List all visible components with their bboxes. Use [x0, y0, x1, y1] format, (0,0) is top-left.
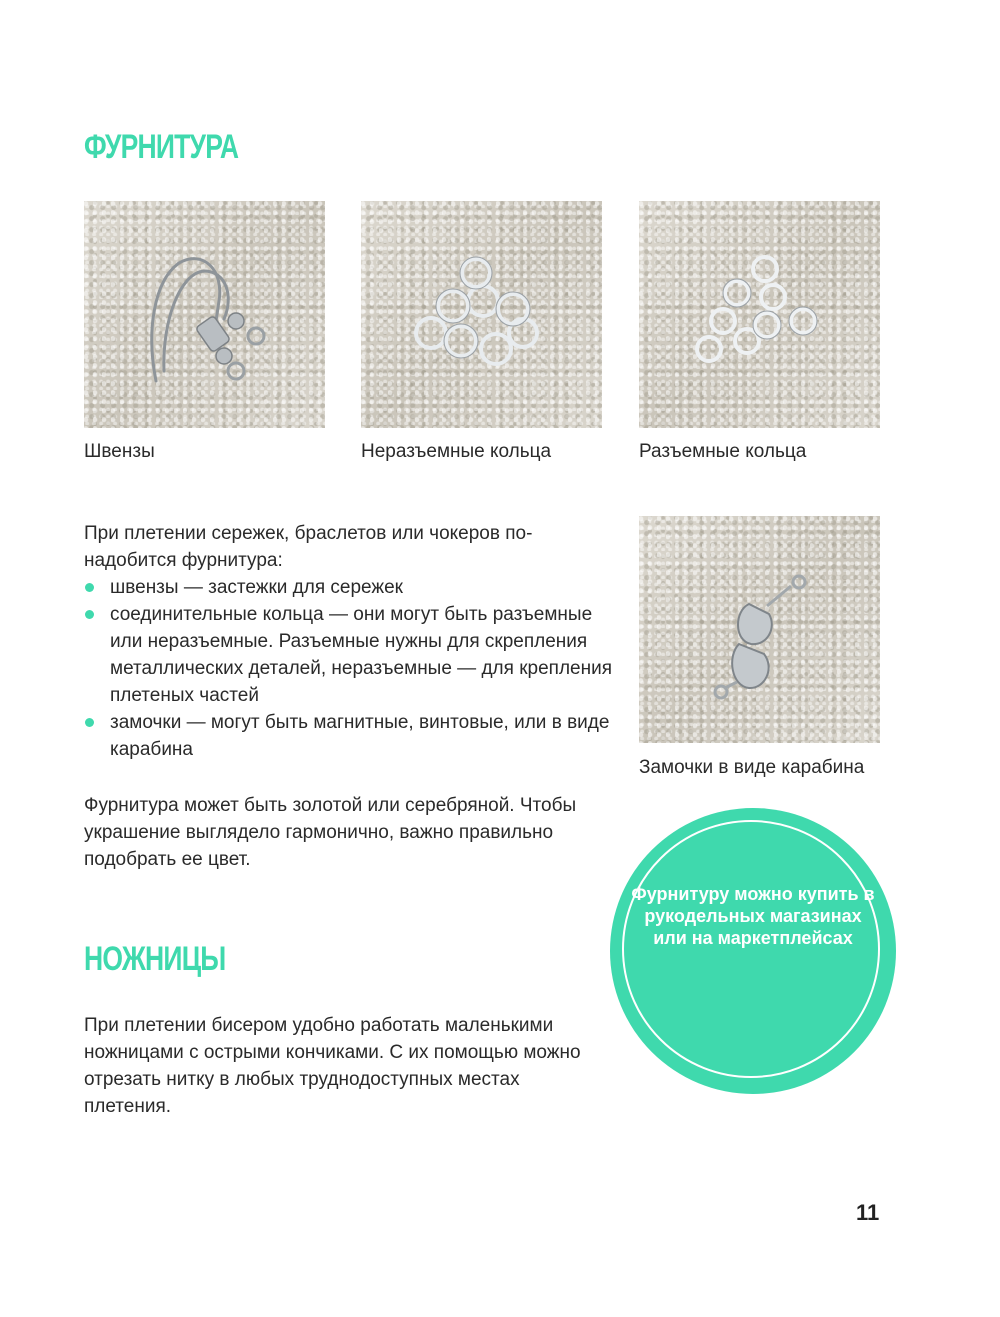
callout-circle: [610, 808, 896, 1094]
callout-text: Фурнитуру можно купить в рукодельных магазинах или на маркетплейсах: [631, 884, 875, 948]
lobster-clasp-icon: [639, 516, 880, 743]
bullet-item: соединительные кольца — они могут быть разъемные или неразъемные. Разъемные нужны для скрепления металлических деталей, неразъемные — для крепления плетеных частей: [84, 601, 624, 709]
page-number: 11: [856, 1200, 880, 1225]
caption-closed-rings: Неразъемные кольца: [361, 441, 552, 462]
bullet-dot-icon: [85, 718, 94, 727]
photo-closed-rings: [361, 201, 602, 428]
earring-hooks-icon: [84, 201, 325, 428]
scissors-text: При плетении бисером удобно работать маленькими ножницами с острыми кончиками. С их помощью можно отрезать нитку в любых труднодоступных местах плетения.: [84, 1015, 581, 1117]
closed-rings-icon: [361, 201, 602, 428]
caption-open-rings: Разъемные кольца: [639, 441, 807, 462]
caption-earring-hooks: Швензы: [84, 441, 155, 462]
paragraph-color: Фурнитура может быть золотой или серебряной. Чтобы украшение выглядело гармонично, важно правильно подобрать ее цвет.: [84, 795, 577, 870]
bullet-list: [84, 574, 624, 763]
section-title-scissors: НОЖНИЦЫ: [84, 940, 226, 978]
bullet-item: замочки — могут быть магнитные, винтовые, или в виде карабина: [84, 709, 624, 763]
section-title-furnitura: ФУРНИТУРА: [84, 128, 239, 166]
bullet-item: швензы — застежки для сережек: [84, 574, 624, 601]
photo-lobster-clasps: [639, 516, 880, 743]
callout-ring: [622, 820, 880, 1078]
photo-open-rings: [639, 201, 880, 428]
photo-earring-hooks: [84, 201, 325, 428]
bullet-dot-icon: [85, 610, 94, 619]
caption-lobster-clasps: Замочки в виде карабина: [639, 757, 865, 778]
open-rings-icon: [639, 201, 880, 428]
bullet-dot-icon: [85, 583, 94, 592]
intro-text: При плетении сережек, браслетов или чокеров понадобится фурнитура:: [84, 523, 533, 571]
